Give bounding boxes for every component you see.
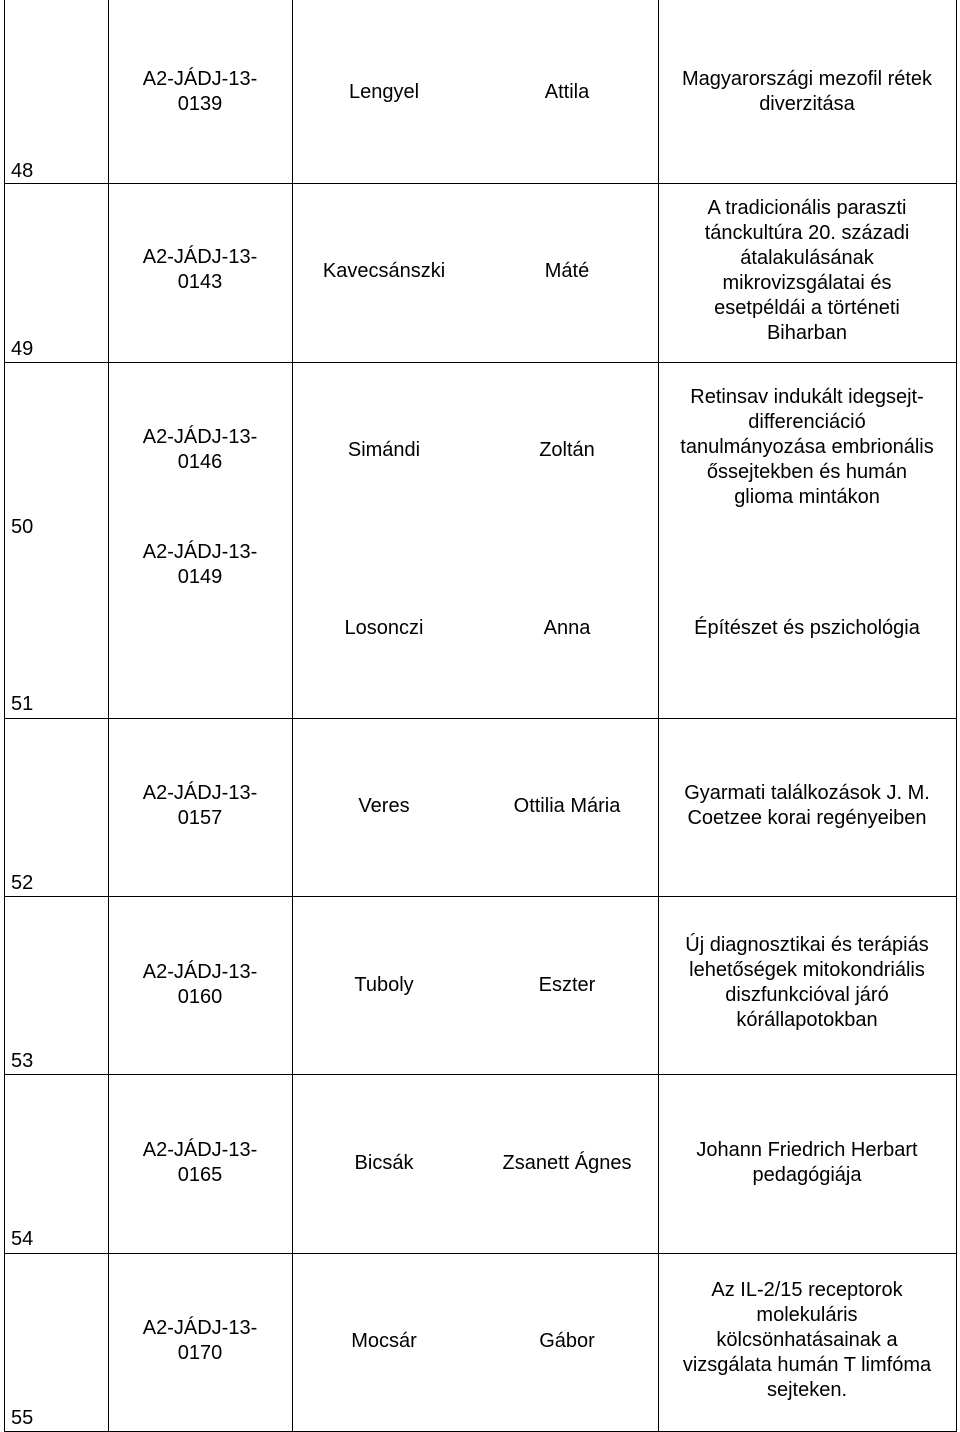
project-title: Gyarmati találkozások J. M. Coetzee korai regényeiben — [684, 782, 930, 829]
application-code: A2-JÁDJ-13- 0170 — [142, 1317, 258, 1364]
grid-line — [4, 718, 956, 719]
last-name: Lengyel — [348, 80, 420, 103]
grid-line — [4, 1074, 956, 1075]
grid-line — [4, 896, 956, 897]
application-code: A2-JÁDJ-13- 0146 — [142, 426, 258, 473]
application-code: A2-JÁDJ-13- 0139 — [142, 68, 258, 115]
row-number: 55 — [11, 1407, 34, 1429]
row-number: 50 — [11, 516, 34, 538]
application-code: A2-JÁDJ-13- 0165 — [142, 1139, 258, 1186]
row-number: 53 — [11, 1050, 34, 1072]
row-number: 54 — [11, 1228, 34, 1250]
first-name: Anna — [543, 616, 591, 639]
project-title: Magyarországi mezofil rétek diverzitása — [681, 68, 933, 115]
first-name: Gábor — [539, 1329, 595, 1352]
row-number: 48 — [11, 160, 34, 182]
last-name: Mocsár — [351, 1329, 417, 1352]
last-name: Bicsák — [354, 1151, 414, 1174]
row-number: 52 — [11, 872, 34, 894]
grid-line — [956, 0, 957, 1432]
project-title: Retinsav indukált idegsejt- differenciáció tanulmányozása embrionális őssejtekben és humán glioma mintákon — [680, 386, 934, 508]
first-name: Zoltán — [539, 438, 595, 461]
first-name: Zsanett Ágnes — [502, 1151, 632, 1174]
project-title: Az IL-2/15 receptorok molekuláris kölcsönhatásainak a vizsgálata humán T limfóma sejteken. — [682, 1279, 932, 1401]
grid-line — [4, 183, 956, 184]
application-code: A2-JÁDJ-13- 0157 — [142, 782, 258, 829]
project-title: Johann Friedrich Herbart pedagógiája — [696, 1139, 918, 1186]
grid-line — [292, 0, 293, 1432]
first-name: Attila — [544, 80, 590, 103]
last-name: Simándi — [347, 438, 421, 461]
grid-line — [4, 1253, 956, 1254]
first-name: Ottilia Mária — [513, 794, 621, 817]
row-number: 49 — [11, 338, 34, 360]
first-name: Máté — [544, 259, 590, 282]
last-name: Tuboly — [354, 973, 414, 996]
application-code: A2-JÁDJ-13- 0143 — [142, 246, 258, 293]
last-name: Kavecsánszki — [322, 259, 446, 282]
grid-line — [4, 362, 956, 363]
row-number: 51 — [11, 693, 34, 715]
application-code: A2-JÁDJ-13- 0149 — [142, 541, 258, 588]
last-name: Losonczi — [344, 616, 424, 639]
project-title: A tradicionális paraszti tánckultúra 20. századi átalakulásának mikrovizsgálatai és esetpéldái a történeti Biharban — [704, 197, 910, 344]
grid-line — [4, 0, 5, 1432]
project-title: Új diagnosztikai és terápiás lehetőségek mitokondriális diszfunkcióval járó kórállapotokban — [685, 934, 929, 1031]
last-name: Veres — [358, 794, 410, 817]
project-title: Építészet és pszichológia — [694, 616, 920, 639]
application-code: A2-JÁDJ-13- 0160 — [142, 961, 258, 1008]
grid-line — [108, 0, 109, 1432]
first-name: Eszter — [538, 973, 596, 996]
